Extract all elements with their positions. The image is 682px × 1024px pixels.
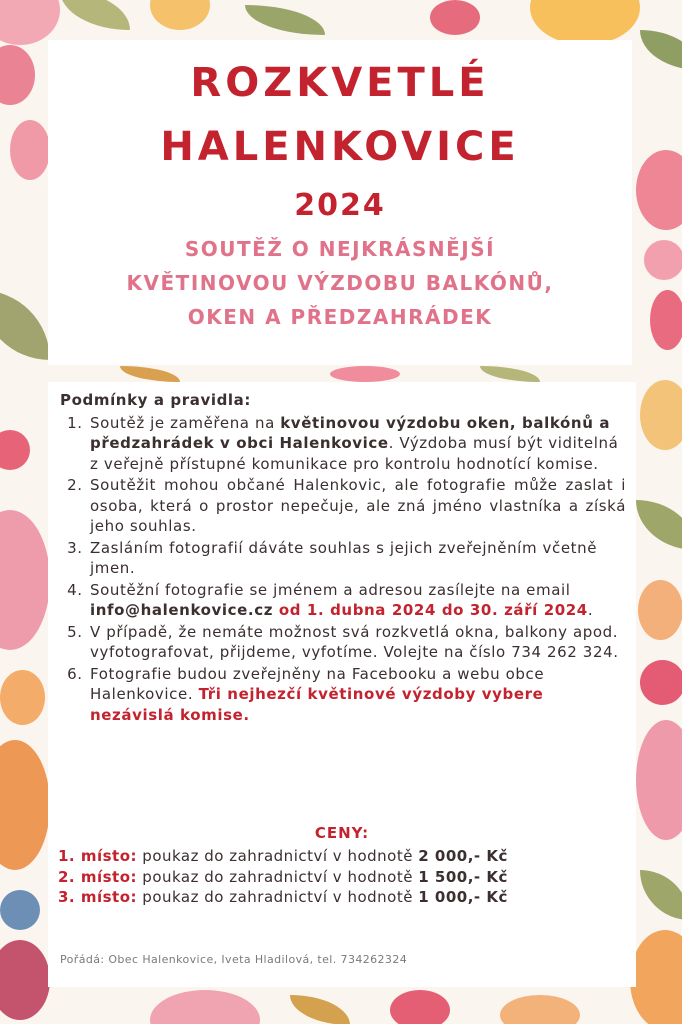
flower-decoration xyxy=(650,290,682,350)
title-line-1: ROZKVETLÉ xyxy=(190,60,490,106)
conditions-section xyxy=(60,390,626,726)
prize-item xyxy=(58,867,628,888)
condition-text: Soutěžní fotografie se jménem a adresou zasílejte na email xyxy=(90,580,571,599)
flower-decoration xyxy=(0,890,40,930)
flower-decoration xyxy=(430,0,480,35)
flower-decoration xyxy=(500,995,580,1024)
prize-text: poukaz do zahradnictví v hodnotě xyxy=(137,888,419,906)
flower-decoration xyxy=(0,940,50,1020)
flower-decoration xyxy=(638,580,682,640)
prizes-title: CENY: xyxy=(314,824,370,842)
condition-item-6 xyxy=(88,664,626,726)
prize-place: 2. místo: xyxy=(58,867,138,886)
subtitle xyxy=(48,232,632,334)
subtitle-line-2: KVĚTINOVOU VÝZDOBU BALKÓNŮ, xyxy=(126,271,554,295)
prize-amount: 1 000,- Kč xyxy=(418,888,508,906)
conditions-heading: Podmínky a pravidla: xyxy=(60,391,251,409)
flower-decoration xyxy=(644,240,682,280)
title-line-2: HALENKOVICE xyxy=(160,124,520,170)
subtitle-line-3: OKEN A PŘEDZAHRÁDEK xyxy=(187,305,493,329)
condition-dates: od 1. dubna 2024 do 30. září 2024 xyxy=(273,601,588,619)
prize-place: 3. místo: xyxy=(58,888,138,906)
prizes-list xyxy=(58,846,628,908)
prize-text: poukaz do zahradnictví v hodnotě xyxy=(137,847,419,865)
flower-decoration xyxy=(0,740,50,870)
leaf-decoration xyxy=(480,366,540,382)
flower-decoration xyxy=(330,366,400,382)
condition-highlight: Tři nejhezčí květinové výzdoby vybere nezávislá komise. xyxy=(90,685,544,724)
prize-amount: 2 000,- Kč xyxy=(418,847,508,865)
subtitle-line-1: SOUTĚŽ O NEJKRÁSNĚJŠÍ xyxy=(184,237,496,261)
leaf-decoration xyxy=(120,366,180,382)
condition-item-3: 3. Zasláním fotografií dáváte souhlas s jejich zveřejněním včetně jmen. xyxy=(88,538,626,579)
flower-decoration xyxy=(0,430,30,470)
flower-decoration xyxy=(150,990,260,1024)
prize-amount: 1 500,- Kč xyxy=(418,867,508,886)
condition-text: . Výzdoba musí být viditelná z veřejně přístupné komunikace pro kontrolu hodnotící komise. xyxy=(90,434,619,473)
condition-item-2: 2. Soutěžit mohou občané Halenkovic, ale fotografie může zaslat i osoba, která o prostor nepečuje, ale zná jméno vlastníka a získá jeho souhlas. xyxy=(88,475,626,537)
condition-text: . xyxy=(587,601,594,619)
condition-text: Soutěž je zaměřena na xyxy=(90,413,281,432)
prize-item xyxy=(58,887,628,908)
flower-decoration xyxy=(0,0,60,45)
conditions-list xyxy=(60,413,626,726)
flower-decoration xyxy=(0,510,50,650)
flower-decoration xyxy=(0,45,35,105)
organizer-footer: Pořádá: Obec Halenkovice, Iveta Hladilová, tel. 734262324 xyxy=(60,953,408,966)
flower-decoration xyxy=(636,720,682,840)
prize-text: poukaz do zahradnictví v hodnotě xyxy=(137,867,419,886)
leaf-decoration xyxy=(640,870,682,920)
leaf-decoration xyxy=(60,0,130,30)
leaf-decoration xyxy=(640,30,682,70)
prize-place: 1. místo: xyxy=(58,847,138,865)
leaf-decoration xyxy=(245,5,325,35)
condition-text: Fotografie budou zveřejněny na Facebooku a webu obce Halenkovice. xyxy=(90,664,545,703)
condition-item-4 xyxy=(88,580,626,621)
leaf-decoration xyxy=(636,500,682,550)
flower-decoration xyxy=(150,0,210,30)
title-year: 2024 xyxy=(294,188,386,223)
flower-decoration xyxy=(636,150,682,230)
leaf-decoration xyxy=(0,290,50,360)
email-link[interactable]: info@halenkovice.cz xyxy=(90,601,274,619)
flower-decoration xyxy=(0,670,45,725)
flower-decoration xyxy=(10,120,50,180)
prize-item xyxy=(58,846,628,867)
condition-item-5: 5. V případě, že nemáte možnost svá rozkvetlá okna, balkony apod. vyfotografovat, přijdeme, vyfotíme. Volejte na číslo 734 262 324. xyxy=(88,622,626,663)
flower-decoration xyxy=(530,0,640,45)
flower-decoration xyxy=(640,660,682,705)
flower-decoration xyxy=(390,990,450,1024)
condition-bold: květinovou výzdobu oken, balkónů a předzahrádek v obci Halenkovice xyxy=(90,413,611,452)
leaf-decoration xyxy=(290,995,350,1024)
flower-decoration xyxy=(630,930,682,1024)
condition-item-1 xyxy=(88,413,626,475)
flower-decoration xyxy=(640,380,682,450)
